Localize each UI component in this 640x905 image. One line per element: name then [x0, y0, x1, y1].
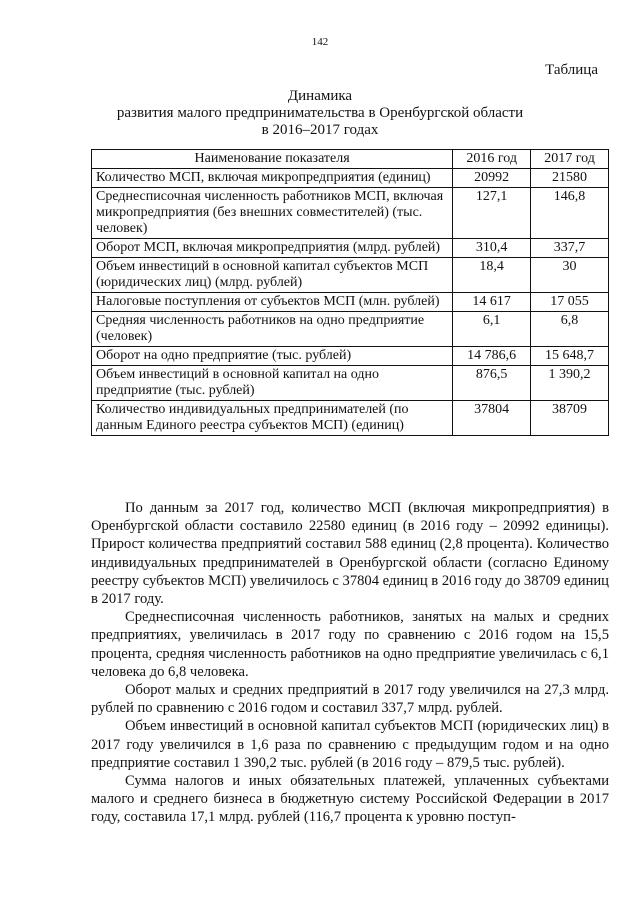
value-2016: 37804	[453, 401, 531, 436]
header-2016: 2016 год	[453, 150, 531, 169]
value-2017: 38709	[531, 401, 609, 436]
table-title	[0, 88, 640, 139]
title-line: развития малого предпринимательства в Оренбургской области	[116, 105, 524, 121]
title-line: в 2016–2017 годах	[261, 122, 379, 138]
value-2017: 1 390,2	[531, 366, 609, 401]
table-row	[92, 366, 609, 401]
value-2017: 17 055	[531, 293, 609, 312]
value-2017: 6,8	[531, 312, 609, 347]
table-row	[92, 312, 609, 347]
indicator-name: Оборот на одно предприятие (тыс. рублей)	[92, 347, 453, 366]
indicator-name: Объем инвестиций в основной капитал субъектов МСП (юридических лиц) (млрд. рублей)	[92, 258, 453, 293]
table-row	[92, 239, 609, 258]
paragraph: Оборот малых и средних предприятий в 2017 году увеличился на 27,3 млрд. рублей по сравнению с 2016 годом и составил 337,7 млрд. рублей.	[91, 682, 609, 717]
sme-dynamics-table	[91, 149, 609, 436]
value-2016: 14 617	[453, 293, 531, 312]
header-indicator-name: Наименование показателя	[92, 150, 453, 169]
value-2016: 6,1	[453, 312, 531, 347]
indicator-name: Средняя численность работников на одно предприятие (человек)	[92, 312, 453, 347]
indicator-name: Количество МСП, включая микропредприятия (единиц)	[92, 169, 453, 188]
table-row	[92, 169, 609, 188]
indicator-name: Среднесписочная численность работников МСП, включая микропредприятия (без внешних совместителей) (тыс. человек)	[92, 188, 453, 239]
paragraph: По данным за 2017 год, количество МСП (включая микропредприятия) в Оренбургской области составило 22580 единиц (в 2016 году – 20992 единицы). Прирост количества предприятий составил 588 единиц (2,8 процента). Количество индивидуальных предпринимателей в Оренбургской области (согласно Единому реестру субъектов МСП) увеличилось с 37804 единиц в 2016 году до 38709 единиц в 2017 году.	[91, 500, 609, 608]
title-line: Динамика	[287, 88, 353, 104]
paragraph: Сумма налогов и иных обязательных платежей, уплаченных субъектами малого и среднего бизнеса в бюджетную систему Российской Федерации в 2017 году, составила 17,1 млрд. рублей (116,7 процента к уровню поступ-	[91, 773, 609, 826]
value-2016: 127,1	[453, 188, 531, 239]
value-2017: 337,7	[531, 239, 609, 258]
table-row	[92, 188, 609, 239]
body-text	[91, 499, 609, 827]
page-number: 142	[311, 36, 329, 48]
indicator-name: Оборот МСП, включая микропредприятия (млрд. рублей)	[92, 239, 453, 258]
value-2016: 18,4	[453, 258, 531, 293]
value-2016: 14 786,6	[453, 347, 531, 366]
value-2017: 21580	[531, 169, 609, 188]
paragraph: Среднесписочная численность работников, занятых на малых и средних предприятиях, увеличилась в 2017 году по сравнению с 2016 годом на 15,5 процента, средняя численность работников на одно предприятие увеличилась с 6,1 человека до 6,8 человека.	[91, 609, 609, 680]
table-row	[92, 347, 609, 366]
value-2016: 876,5	[453, 366, 531, 401]
paragraph: Объем инвестиций в основной капитал субъектов МСП (юридических лиц) в 2017 году увеличился в 1,6 раза по сравнению с предыдущим годом и на одно предприятие составил 1 390,2 тыс. рублей (в 2016 году – 879,5 тыс. рублей).	[91, 718, 609, 771]
table-label: Таблица	[545, 62, 598, 78]
value-2017: 15 648,7	[531, 347, 609, 366]
value-2016: 20992	[453, 169, 531, 188]
value-2017: 146,8	[531, 188, 609, 239]
indicator-name: Объем инвестиций в основной капитал на одно предприятие (тыс. рублей)	[92, 366, 453, 401]
indicator-name: Налоговые поступления от субъектов МСП (млн. рублей)	[92, 293, 453, 312]
table-row	[92, 258, 609, 293]
value-2017: 30	[531, 258, 609, 293]
table-row	[92, 293, 609, 312]
table-header-row	[92, 150, 609, 169]
table-row	[92, 401, 609, 436]
indicator-name: Количество индивидуальных предпринимателей (по данным Единого реестра субъектов МСП) (единиц)	[92, 401, 453, 436]
value-2016: 310,4	[453, 239, 531, 258]
header-2017: 2017 год	[531, 150, 609, 169]
